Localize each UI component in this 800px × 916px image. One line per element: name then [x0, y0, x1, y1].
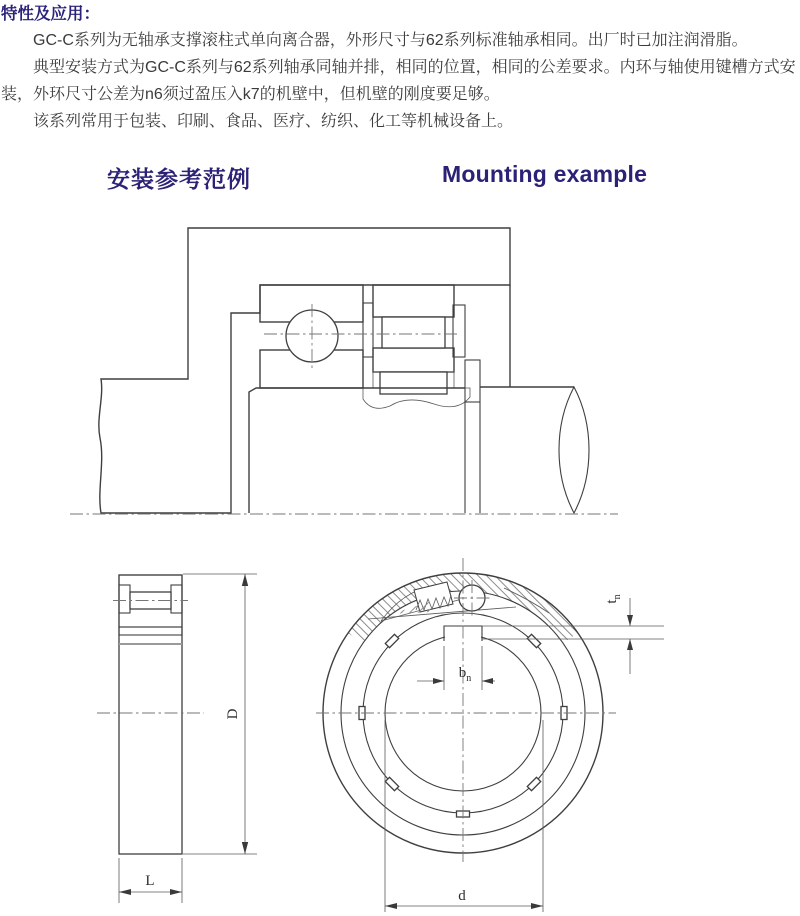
front-view-drawing	[316, 558, 664, 912]
shaft-break-lens	[559, 387, 589, 513]
snap-ring	[465, 360, 480, 513]
dim-label-t: $t_n$	[604, 594, 623, 604]
mounting-example-drawing	[70, 228, 618, 514]
paragraph-3: 该系列常用于包装、印刷、食品、医疗、纺织、化工等机械设备上。	[33, 113, 514, 130]
page-title: 特性及应用：	[1, 5, 100, 23]
shaft-section	[480, 285, 589, 513]
section-heading-zh: 安装参考范例	[107, 166, 251, 192]
clutch-body-sideview	[119, 575, 182, 854]
dimension-L	[119, 858, 182, 903]
dimension-D	[183, 574, 257, 854]
housing-section	[99, 228, 510, 513]
ball-bearing-section	[260, 285, 363, 388]
key	[380, 372, 447, 394]
dim-label-D: D	[225, 708, 241, 720]
clutch-side-plate-left	[363, 303, 373, 357]
section-heading-en: Mounting example	[442, 161, 648, 187]
dim-label-d: d	[458, 888, 466, 904]
dimension-b	[417, 646, 495, 690]
clutch-section	[363, 285, 470, 408]
clutch-side-plate-right	[453, 305, 465, 357]
dim-label-L: L	[145, 873, 155, 889]
dim-label-b: $b_n$	[458, 665, 472, 684]
clutch-roller	[382, 317, 445, 348]
paragraph-1: GC-C系列为无轴承支撑滚柱式单向离合器，外形尺寸与62系列标准轴承相同。出厂时已加注润滑脂。	[33, 32, 748, 49]
side-view-drawing	[97, 574, 257, 903]
sleeve-outline	[249, 388, 465, 513]
paragraph-2: 典型安装方式为GC-C系列与62系列轴承同轴并排，相同的位置，相同的公差要求。内环与轴使用键槽方式安装，外环尺寸公差为n6须过盈压入k7的机壁中，但机壁的刚度要足够。	[1, 59, 796, 103]
